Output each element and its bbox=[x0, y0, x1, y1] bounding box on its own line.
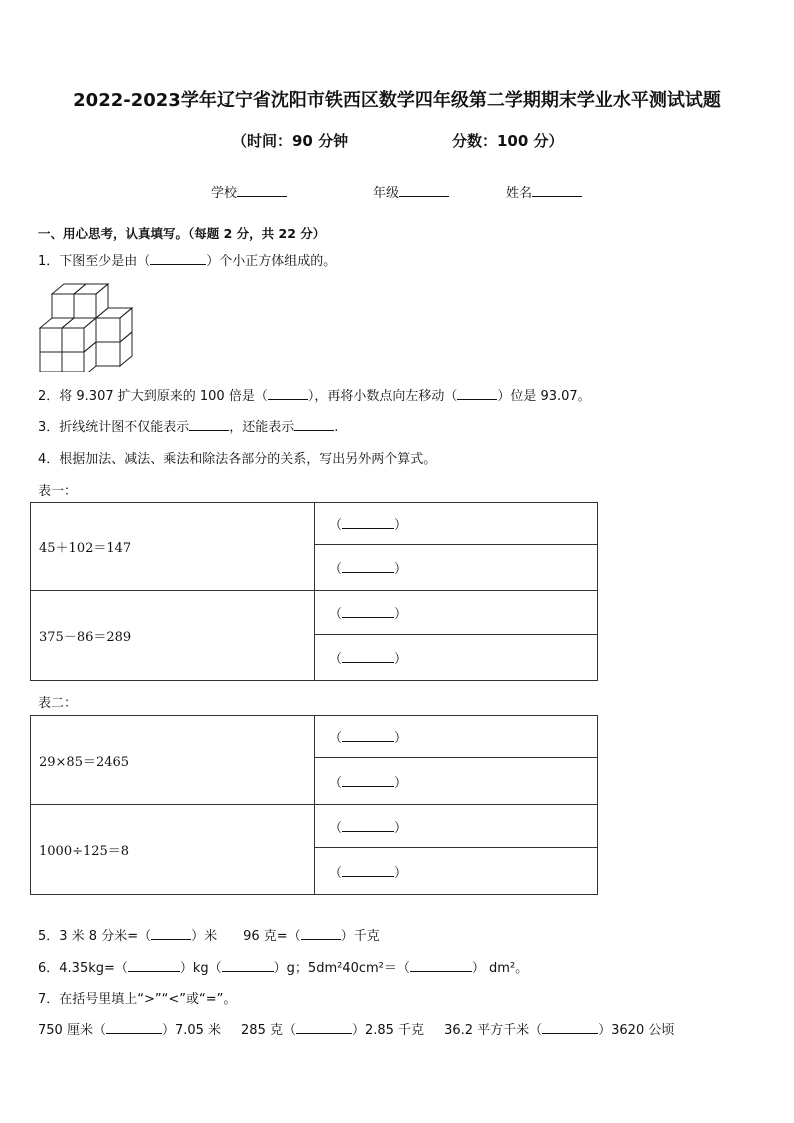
q2-text-b: ），再将小数点向左移动（ bbox=[307, 389, 458, 404]
score-label: 分数：100 分） bbox=[452, 132, 564, 150]
paren-open: （ bbox=[329, 865, 343, 881]
table-2-answer-cell[interactable] bbox=[315, 758, 598, 805]
grade-label: 年级 bbox=[373, 186, 400, 201]
q2-text-c: ）位是 93.07。 bbox=[497, 389, 591, 404]
table-2-caption: 表二： bbox=[38, 696, 78, 711]
paren-close: ） bbox=[394, 607, 408, 622]
q6-text-b: ）kg（ bbox=[179, 961, 222, 976]
q2-answer-blank-1[interactable] bbox=[268, 387, 308, 400]
paren-open: （ bbox=[329, 518, 343, 533]
answer-blank[interactable] bbox=[342, 516, 394, 529]
q6-text-a: 6．4.35kg=（ bbox=[38, 961, 128, 976]
q1-answer-blank[interactable] bbox=[150, 252, 206, 265]
paren-close: ） bbox=[394, 518, 408, 533]
paren-close: ） bbox=[394, 775, 408, 791]
q6-answer-blank-1[interactable] bbox=[128, 959, 180, 972]
q5-answer-blank-1[interactable] bbox=[151, 927, 191, 940]
paren-open: （ bbox=[329, 652, 343, 667]
q7-item-2-text: 285 克（ bbox=[241, 1023, 296, 1038]
table-1-answer-cell[interactable] bbox=[315, 545, 598, 591]
q6-answer-blank-3[interactable] bbox=[410, 959, 472, 972]
answer-blank[interactable] bbox=[342, 729, 394, 742]
q7-item-3-text-b: ）3620 公顷 bbox=[598, 1023, 675, 1038]
q3-text-c: . bbox=[334, 420, 339, 435]
name-label: 姓名 bbox=[506, 186, 533, 201]
school-field[interactable] bbox=[211, 182, 287, 201]
answer-blank[interactable] bbox=[342, 774, 394, 787]
paren-open: （ bbox=[329, 775, 343, 791]
table-2 bbox=[30, 715, 598, 895]
answer-blank[interactable] bbox=[342, 650, 394, 663]
paren-close: ） bbox=[394, 820, 408, 836]
q5-text-c: 96 克=（ bbox=[243, 929, 301, 944]
name-blank[interactable] bbox=[532, 184, 582, 197]
question-2 bbox=[38, 385, 591, 404]
q7-item-3-text: 36.2 平方千米（ bbox=[444, 1023, 543, 1038]
answer-blank[interactable] bbox=[342, 819, 394, 832]
q5-text-b: ）米 bbox=[191, 929, 218, 944]
table-2-answer-cell[interactable] bbox=[315, 716, 598, 758]
grade-field[interactable] bbox=[373, 182, 449, 201]
table-2-answer-cell[interactable] bbox=[315, 848, 598, 895]
q7-answer-blank-1[interactable] bbox=[106, 1021, 162, 1034]
paren-close: ） bbox=[394, 865, 408, 881]
table-1-answer-cell[interactable] bbox=[315, 635, 598, 681]
q3-answer-blank-2[interactable] bbox=[294, 418, 334, 431]
q5-text-d: ）千克 bbox=[340, 929, 380, 944]
table-1-equation: 375－86＝289 bbox=[31, 591, 315, 681]
q7-item-1-text-b: ）7.05 米 bbox=[161, 1023, 222, 1038]
question-7-items bbox=[38, 1019, 674, 1038]
table-2-equation: 1000÷125＝8 bbox=[31, 805, 315, 895]
question-1 bbox=[38, 250, 336, 269]
q7-answer-blank-3[interactable] bbox=[542, 1021, 598, 1034]
table-1-equation: 45＋102＝147 bbox=[31, 503, 315, 591]
table-2-answer-cell[interactable] bbox=[315, 805, 598, 848]
table-1 bbox=[30, 502, 598, 681]
answer-blank[interactable] bbox=[342, 605, 394, 618]
q6-text-c: ）g；5dm²40cm²＝（ bbox=[273, 961, 410, 976]
q2-answer-blank-2[interactable] bbox=[457, 387, 497, 400]
page-title: 2022-2023学年辽宁省沈阳市铁西区数学四年级第二学期期末学业水平测试试题 bbox=[73, 90, 721, 111]
paren-close: ） bbox=[394, 562, 408, 577]
q7-item-2-text-b: ）2.85 千克 bbox=[351, 1023, 425, 1038]
q7-answer-blank-2[interactable] bbox=[296, 1021, 352, 1034]
table-1-caption: 表一： bbox=[38, 484, 78, 499]
paren-open: （ bbox=[329, 562, 343, 577]
paren-open: （ bbox=[329, 820, 343, 836]
paren-close: ） bbox=[394, 652, 408, 667]
cube-figure bbox=[38, 282, 138, 372]
q2-text-a: 2．将 9.307 扩大到原来的 100 倍是（ bbox=[38, 389, 268, 404]
grade-blank[interactable] bbox=[399, 184, 449, 197]
q3-text-b: ，还能表示 bbox=[229, 420, 295, 435]
name-field[interactable] bbox=[506, 182, 582, 201]
section-1-heading: 一、用心思考，认真填写。（每题 2 分，共 22 分） bbox=[38, 226, 326, 241]
time-label: （时间：90 分钟 bbox=[232, 132, 349, 150]
question-7: 7．在括号里填上“>”“<”或“=”。 bbox=[38, 992, 237, 1007]
table-1-answer-cell[interactable] bbox=[315, 591, 598, 635]
q6-text-d: ） dm²。 bbox=[471, 961, 529, 976]
q3-answer-blank-1[interactable] bbox=[189, 418, 229, 431]
school-label: 学校 bbox=[211, 186, 238, 201]
table-1-answer-cell[interactable] bbox=[315, 503, 598, 545]
q3-text-a: 3．折线统计图不仅能表示 bbox=[38, 420, 190, 435]
question-3 bbox=[38, 416, 338, 435]
table-2-equation: 29×85＝2465 bbox=[31, 716, 315, 805]
q1-text-pre: 1．下图至少是由（ bbox=[38, 254, 151, 269]
q5-text-a: 5．3 米 8 分米=（ bbox=[38, 929, 152, 944]
q5-answer-blank-2[interactable] bbox=[301, 927, 341, 940]
paren-open: （ bbox=[329, 607, 343, 622]
q6-answer-blank-2[interactable] bbox=[222, 959, 274, 972]
q7-item-1-text: 750 厘米（ bbox=[38, 1023, 106, 1038]
question-5 bbox=[38, 925, 380, 944]
answer-blank[interactable] bbox=[342, 560, 394, 573]
paren-open: （ bbox=[329, 731, 343, 746]
question-6 bbox=[38, 957, 528, 976]
school-blank[interactable] bbox=[237, 184, 287, 197]
answer-blank[interactable] bbox=[342, 864, 394, 877]
paren-close: ） bbox=[394, 731, 408, 746]
q1-text-post: ）个小正方体组成的。 bbox=[206, 254, 337, 269]
question-4: 4．根据加法、减法、乘法和除法各部分的关系，写出另外两个算式。 bbox=[38, 452, 437, 467]
